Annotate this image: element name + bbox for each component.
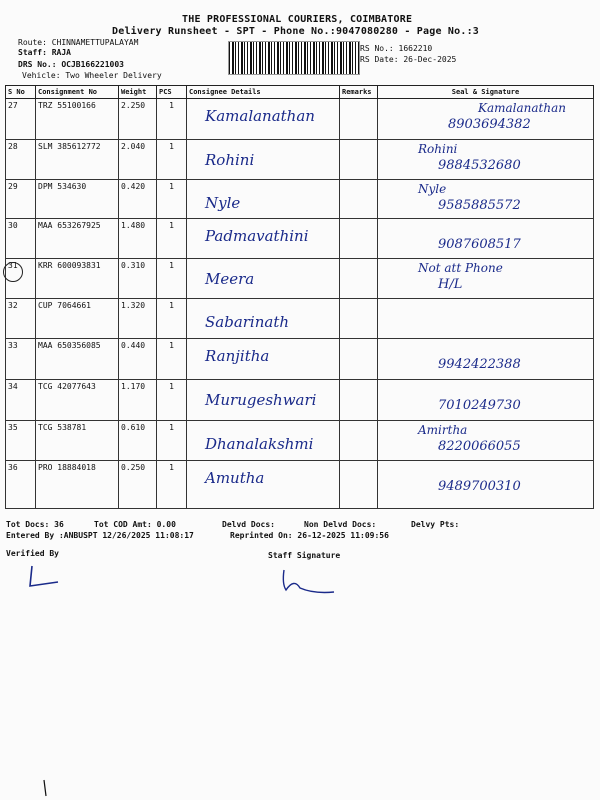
table-row: [6, 380, 594, 421]
consignment-cell: PRO 18884018: [36, 461, 119, 509]
sno-cell: 36: [6, 461, 36, 509]
delivery-table: [5, 85, 594, 509]
route-label: Route: CHINNAMETTUPALAYAM: [18, 38, 139, 47]
consignment-cell: TCG 42077643: [36, 380, 119, 421]
col-remarks: Remarks: [340, 86, 378, 99]
weight-cell: 2.250: [119, 99, 157, 140]
seal-signature-cell: [378, 180, 594, 219]
table-row: [6, 140, 594, 180]
table-row: [6, 219, 594, 259]
consignment-cell: MAA 653267925: [36, 219, 119, 259]
consignee-cell: [187, 299, 340, 339]
col-pcs: PCS: [157, 86, 187, 99]
consignee-cell: [187, 99, 340, 140]
drs-number: DRS No.: OCJB166221003: [18, 60, 124, 69]
table-row: [6, 421, 594, 461]
seal-signature-cell: [378, 259, 594, 299]
remarks-cell: [340, 180, 378, 219]
recipient-phone: 9942422388: [438, 357, 521, 372]
delivery-points: Delvy Pts:: [411, 520, 460, 529]
rs-number: RS No.: 1662210: [360, 44, 433, 53]
pcs-cell: 1: [157, 219, 187, 259]
consignee-cell: [187, 180, 340, 219]
seal-signature-text: Kamalanathan: [478, 101, 566, 115]
col-consignment: Consignment No: [36, 86, 119, 99]
company-title: THE PROFESSIONAL COURIERS, COIMBATORE: [182, 14, 413, 25]
verifier-signature: [24, 562, 64, 590]
weight-cell: 0.440: [119, 339, 157, 380]
table-row: [6, 180, 594, 219]
staff-signature: [278, 566, 338, 596]
table-row: [6, 339, 594, 380]
rs-date: RS Date: 26-Dec-2025: [360, 55, 457, 64]
consignee-name: Ranjitha: [205, 347, 270, 365]
seal-signature-cell: [378, 421, 594, 461]
consignee-cell: [187, 339, 340, 380]
non-delivered-docs: Non Delvd Docs:: [304, 520, 377, 529]
consignee-name: Nyle: [205, 194, 241, 212]
weight-cell: 1.170: [119, 380, 157, 421]
pcs-cell: 1: [157, 421, 187, 461]
seal-signature-cell: [378, 99, 594, 140]
consignee-name: Dhanalakshmi: [205, 435, 314, 453]
table-row: [6, 299, 594, 339]
staff-signature-label: Staff Signature: [268, 551, 341, 560]
col-seal-signature: Seal & Signature: [378, 86, 594, 99]
sno-cell: 29: [6, 180, 36, 219]
sno-cell: 31: [6, 259, 36, 299]
col-consignee: Consignee Details: [187, 86, 340, 99]
consignment-cell: SLM 385612772: [36, 140, 119, 180]
recipient-phone: 8903694382: [448, 117, 531, 132]
table-row: [6, 259, 594, 299]
sno-cell: 32: [6, 299, 36, 339]
pcs-cell: 1: [157, 259, 187, 299]
recipient-phone: 9884532680: [438, 158, 521, 173]
seal-signature-cell: [378, 380, 594, 421]
consignment-cell: TCG 538781: [36, 421, 119, 461]
remarks-cell: [340, 219, 378, 259]
consignment-cell: DPM 534630: [36, 180, 119, 219]
recipient-phone: 9087608517: [438, 237, 521, 252]
col-weight: Weight: [119, 86, 157, 99]
delivered-docs: Delvd Docs:: [222, 520, 275, 529]
vehicle-label: Vehicle: Two Wheeler Delivery: [22, 71, 162, 80]
pcs-cell: 1: [157, 461, 187, 509]
sno-cell: 35: [6, 421, 36, 461]
recipient-phone: 7010249730: [438, 398, 521, 413]
recipient-phone: 8220066055: [438, 439, 521, 454]
page-mark: [38, 778, 52, 798]
sheet-title: Delivery Runsheet - SPT - Phone No.:9047080280 - Page No.:3: [112, 26, 480, 37]
table-row: [6, 99, 594, 140]
pcs-cell: 1: [157, 380, 187, 421]
sno-cell: 28: [6, 140, 36, 180]
weight-cell: 0.610: [119, 421, 157, 461]
barcode: [228, 41, 360, 75]
seal-signature-text: Not att Phone: [418, 261, 503, 275]
remarks-cell: [340, 259, 378, 299]
pcs-cell: 1: [157, 299, 187, 339]
consignee-cell: [187, 219, 340, 259]
pcs-cell: 1: [157, 140, 187, 180]
reprinted-on: Reprinted On: 26-12-2025 11:09:56: [230, 531, 389, 540]
consignee-cell: [187, 140, 340, 180]
remarks-cell: [340, 299, 378, 339]
recipient-phone: 9585885572: [438, 198, 521, 213]
sno-cell: 27: [6, 99, 36, 140]
seal-signature-cell: [378, 461, 594, 509]
seal-signature-cell: [378, 140, 594, 180]
seal-signature-cell: [378, 339, 594, 380]
seal-signature-text: Amirtha: [418, 423, 468, 437]
sno-cell: 30: [6, 219, 36, 259]
remarks-cell: [340, 461, 378, 509]
consignee-name: Kamalanathan: [205, 107, 315, 125]
consignment-cell: KRR 600093831: [36, 259, 119, 299]
consignment-cell: MAA 650356085: [36, 339, 119, 380]
seal-signature-text: Nyle: [418, 182, 447, 196]
sno-cell: 34: [6, 380, 36, 421]
col-sno: S No: [6, 86, 36, 99]
pcs-cell: 1: [157, 99, 187, 140]
remarks-cell: [340, 339, 378, 380]
sno-cell: 33: [6, 339, 36, 380]
seal-signature-text: Rohini: [418, 142, 458, 156]
pcs-cell: 1: [157, 180, 187, 219]
consignee-name: Meera: [205, 270, 255, 288]
remarks-cell: [340, 380, 378, 421]
remarks-cell: [340, 99, 378, 140]
weight-cell: 2.040: [119, 140, 157, 180]
total-docs: Tot Docs: 36: [6, 520, 64, 529]
consignee-name: Padmavathini: [205, 227, 309, 245]
recipient-phone: H/L: [438, 277, 463, 292]
weight-cell: 0.250: [119, 461, 157, 509]
weight-cell: 1.320: [119, 299, 157, 339]
remarks-cell: [340, 140, 378, 180]
verified-by-label: Verified By: [6, 549, 59, 558]
entered-by: Entered By :ANBUSPT 12/26/2025 11:08:17: [6, 531, 194, 540]
consignment-cell: TRZ 55100166: [36, 99, 119, 140]
recipient-phone: 9489700310: [438, 479, 521, 494]
consignee-cell: [187, 421, 340, 461]
table-row: [6, 461, 594, 509]
staff-label: Staff: RAJA: [18, 48, 71, 57]
pcs-cell: 1: [157, 339, 187, 380]
table-header-row: [6, 86, 594, 99]
circle-mark: [3, 262, 23, 282]
weight-cell: 0.420: [119, 180, 157, 219]
consignee-cell: [187, 259, 340, 299]
consignee-name: Amutha: [205, 469, 265, 487]
consignee-name: Murugeshwari: [205, 391, 317, 409]
consignee-name: Sabarinath: [205, 313, 290, 331]
consignee-cell: [187, 380, 340, 421]
weight-cell: 0.310: [119, 259, 157, 299]
consignment-cell: CUP 7064661: [36, 299, 119, 339]
seal-signature-cell: [378, 299, 594, 339]
consignee-name: Rohini: [205, 151, 255, 169]
total-cod-amount: Tot COD Amt: 0.00: [94, 520, 176, 529]
seal-signature-cell: [378, 219, 594, 259]
weight-cell: 1.480: [119, 219, 157, 259]
remarks-cell: [340, 421, 378, 461]
consignee-cell: [187, 461, 340, 509]
